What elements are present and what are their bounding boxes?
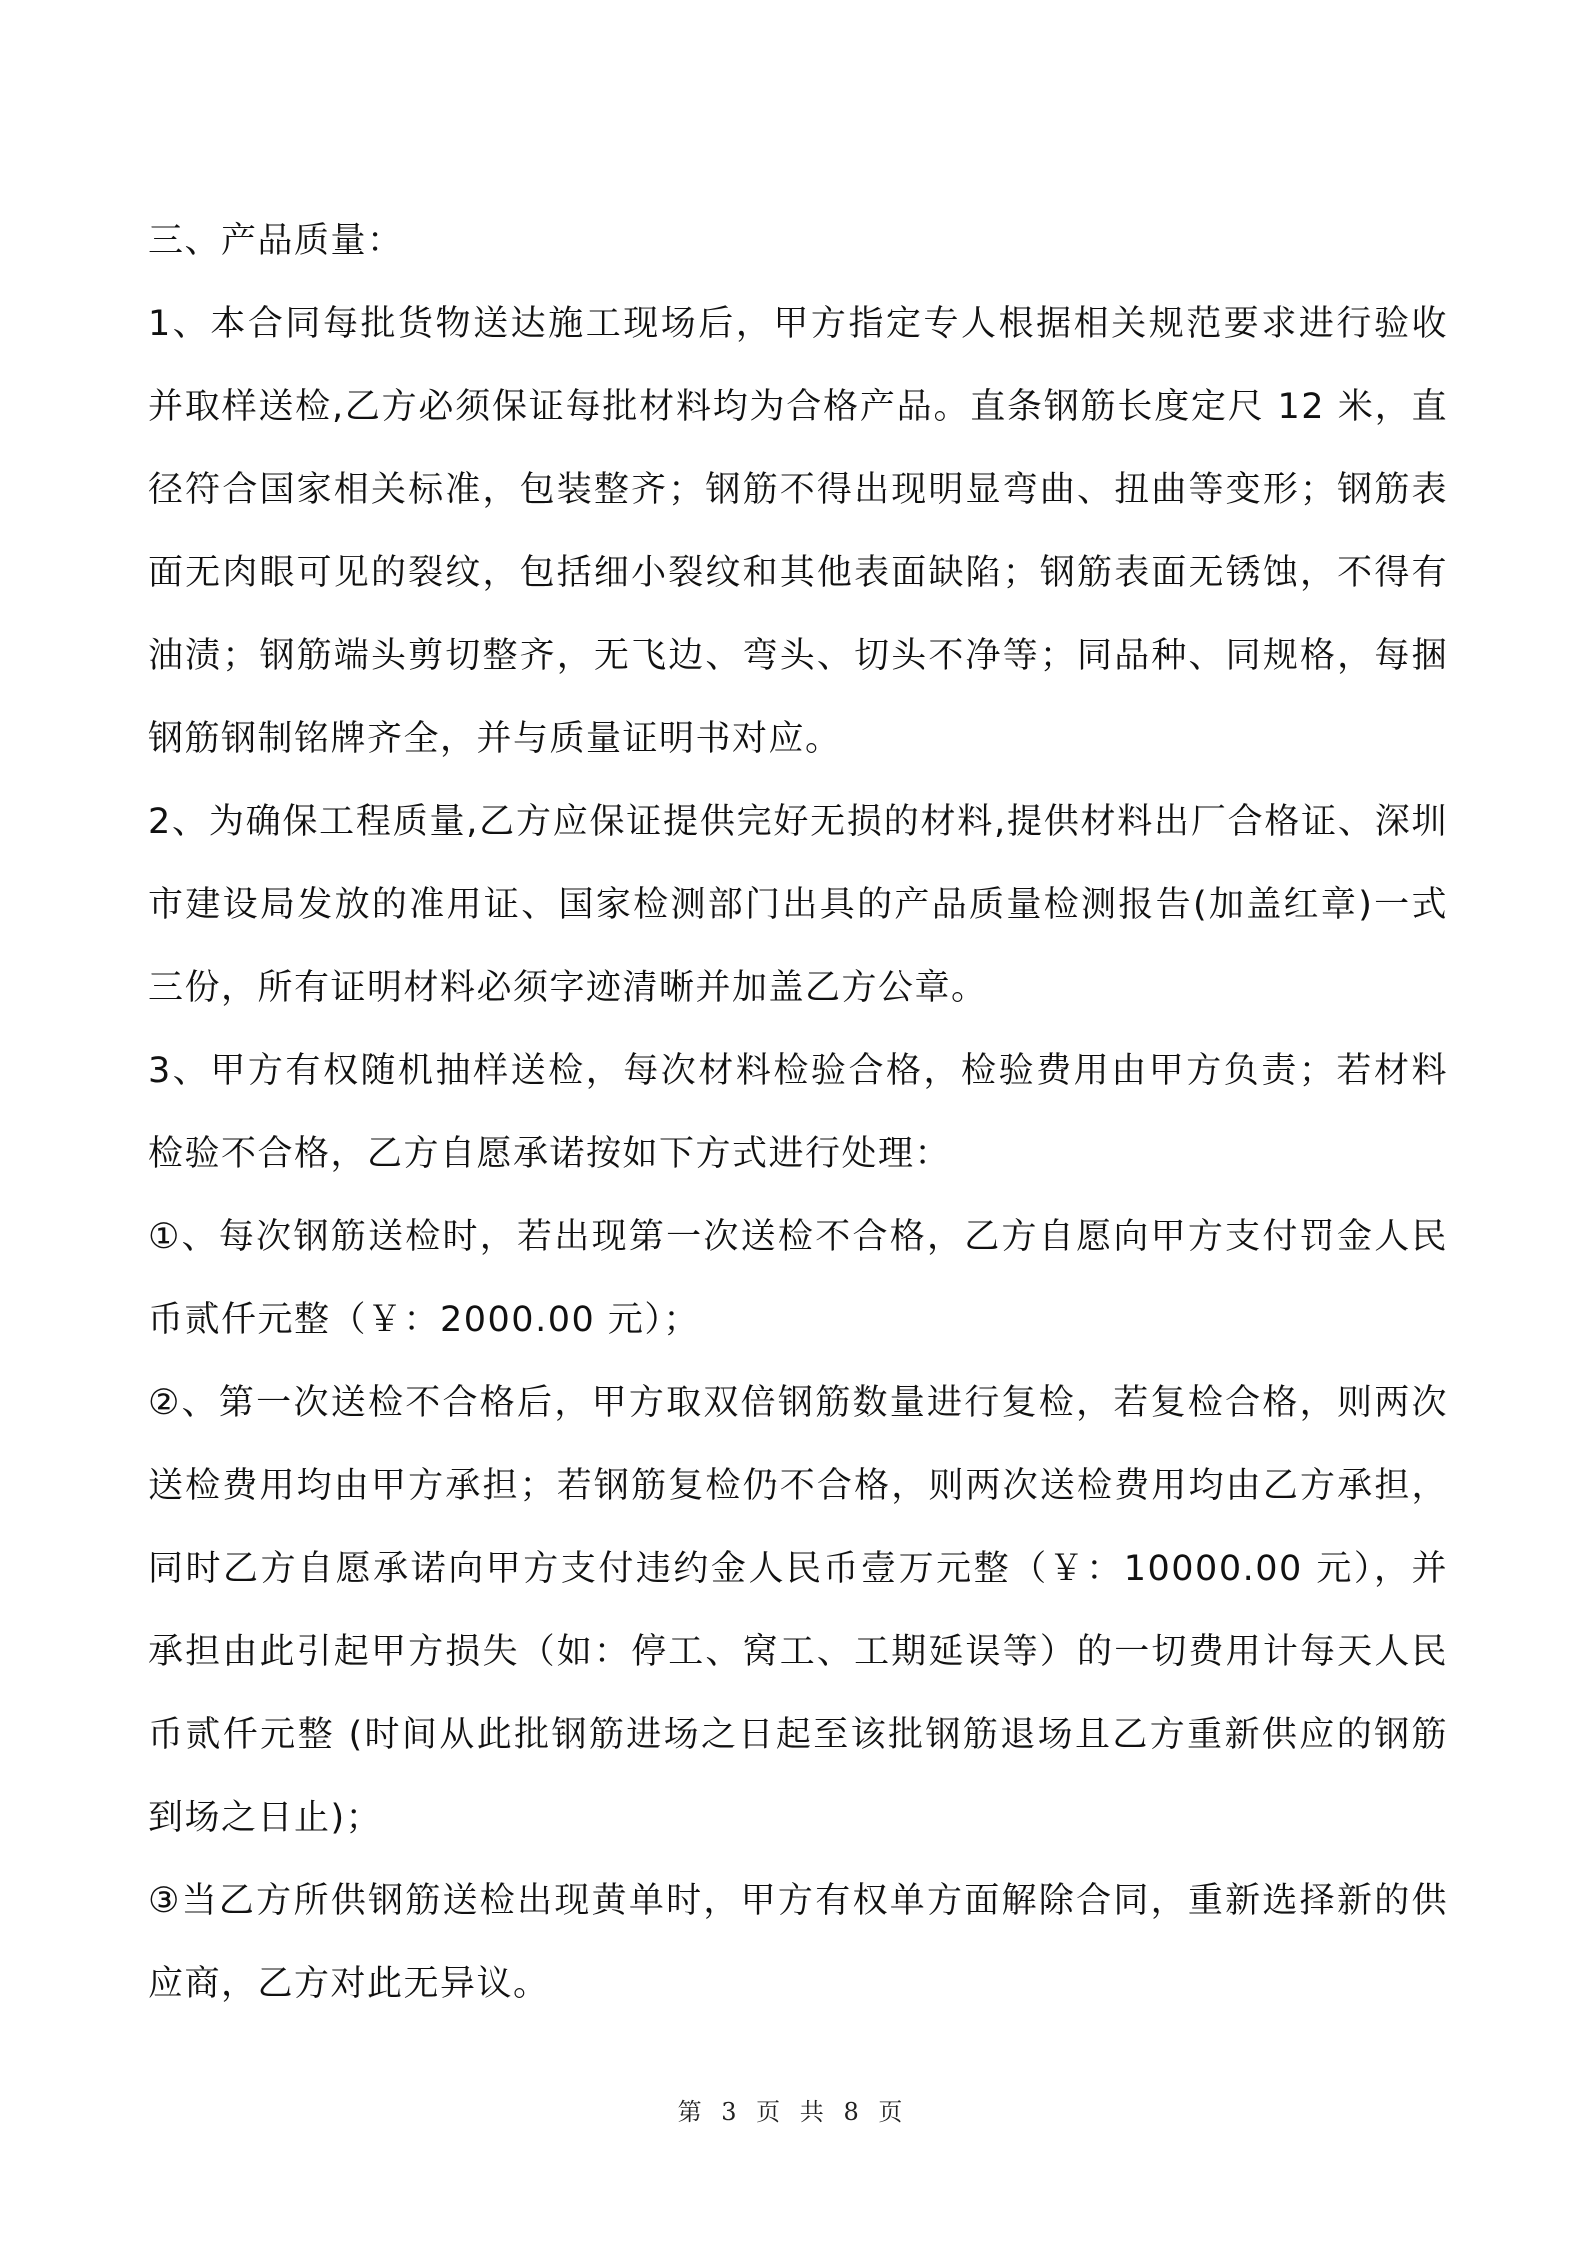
clause-3-item-3-paragraph: ③当乙方所供钢筋送检出现黄单时，甲方有权单方面解除合同，重新选择新的供应商，乙方对此无异议。 [148, 1881, 1448, 2004]
clause-3-paragraph: 3、甲方有权随机抽样送检，每次材料检验合格，检验费用由甲方负责；若材料检验不合格，乙方自愿承诺按如下方式进行处理： [148, 1051, 1448, 1174]
clause-2-paragraph: 2、为确保工程质量,乙方应保证提供完好无损的材料,提供材料出厂合格证、深圳市建设局发放的准用证、国家检测部门出具的产品质量检测报告(加盖红章)一式三份，所有证明材料必须字迹清晰并加盖乙方公章。 [148, 802, 1448, 1008]
page-number-footer: 第 3 页 共 8 页 [677, 2098, 909, 2126]
document-body [148, 200, 1448, 2026]
clause-3-item-2-paragraph: ②、第一次送检不合格后，甲方取双倍钢筋数量进行复检，若复检合格，则两次送检费用均由甲方承担；若钢筋复检仍不合格，则两次送检费用均由乙方承担，同时乙方自愿承诺向甲方支付违约金人民币壹万元整（￥：10000.00 元），并承担由此引起甲方损失（如：停工、窝工、工期延误等）的一切费用计每天人民币贰仟元整 (时间从此批钢筋进场之日起至该批钢筋退场且乙方重新供应的钢筋到场之日止)； [148, 1383, 1448, 1838]
clause-1-paragraph: 1、本合同每批货物送达施工现场后，甲方指定专人根据相关规范要求进行验收并取样送检,乙方必须保证每批材料均为合格产品。直条钢筋长度定尺 12 米，直径符合国家相关标准，包装整齐；钢筋不得出现明显弯曲、扭曲等变形；钢筋表面无肉眼可见的裂纹，包括细小裂纹和其他表面缺陷；钢筋表面无锈蚀，不得有油渍；钢筋端头剪切整齐，无飞边、弯头、切头不净等；同品种、同规格，每捆钢筋钢制铭牌齐全，并与质量证明书对应。 [148, 304, 1448, 759]
section-title: 三、产品质量： [148, 221, 404, 261]
clause-3-item-1-paragraph: ①、每次钢筋送检时，若出现第一次送检不合格，乙方自愿向甲方支付罚金人民币贰仟元整（￥：2000.00 元）； [148, 1217, 1448, 1340]
